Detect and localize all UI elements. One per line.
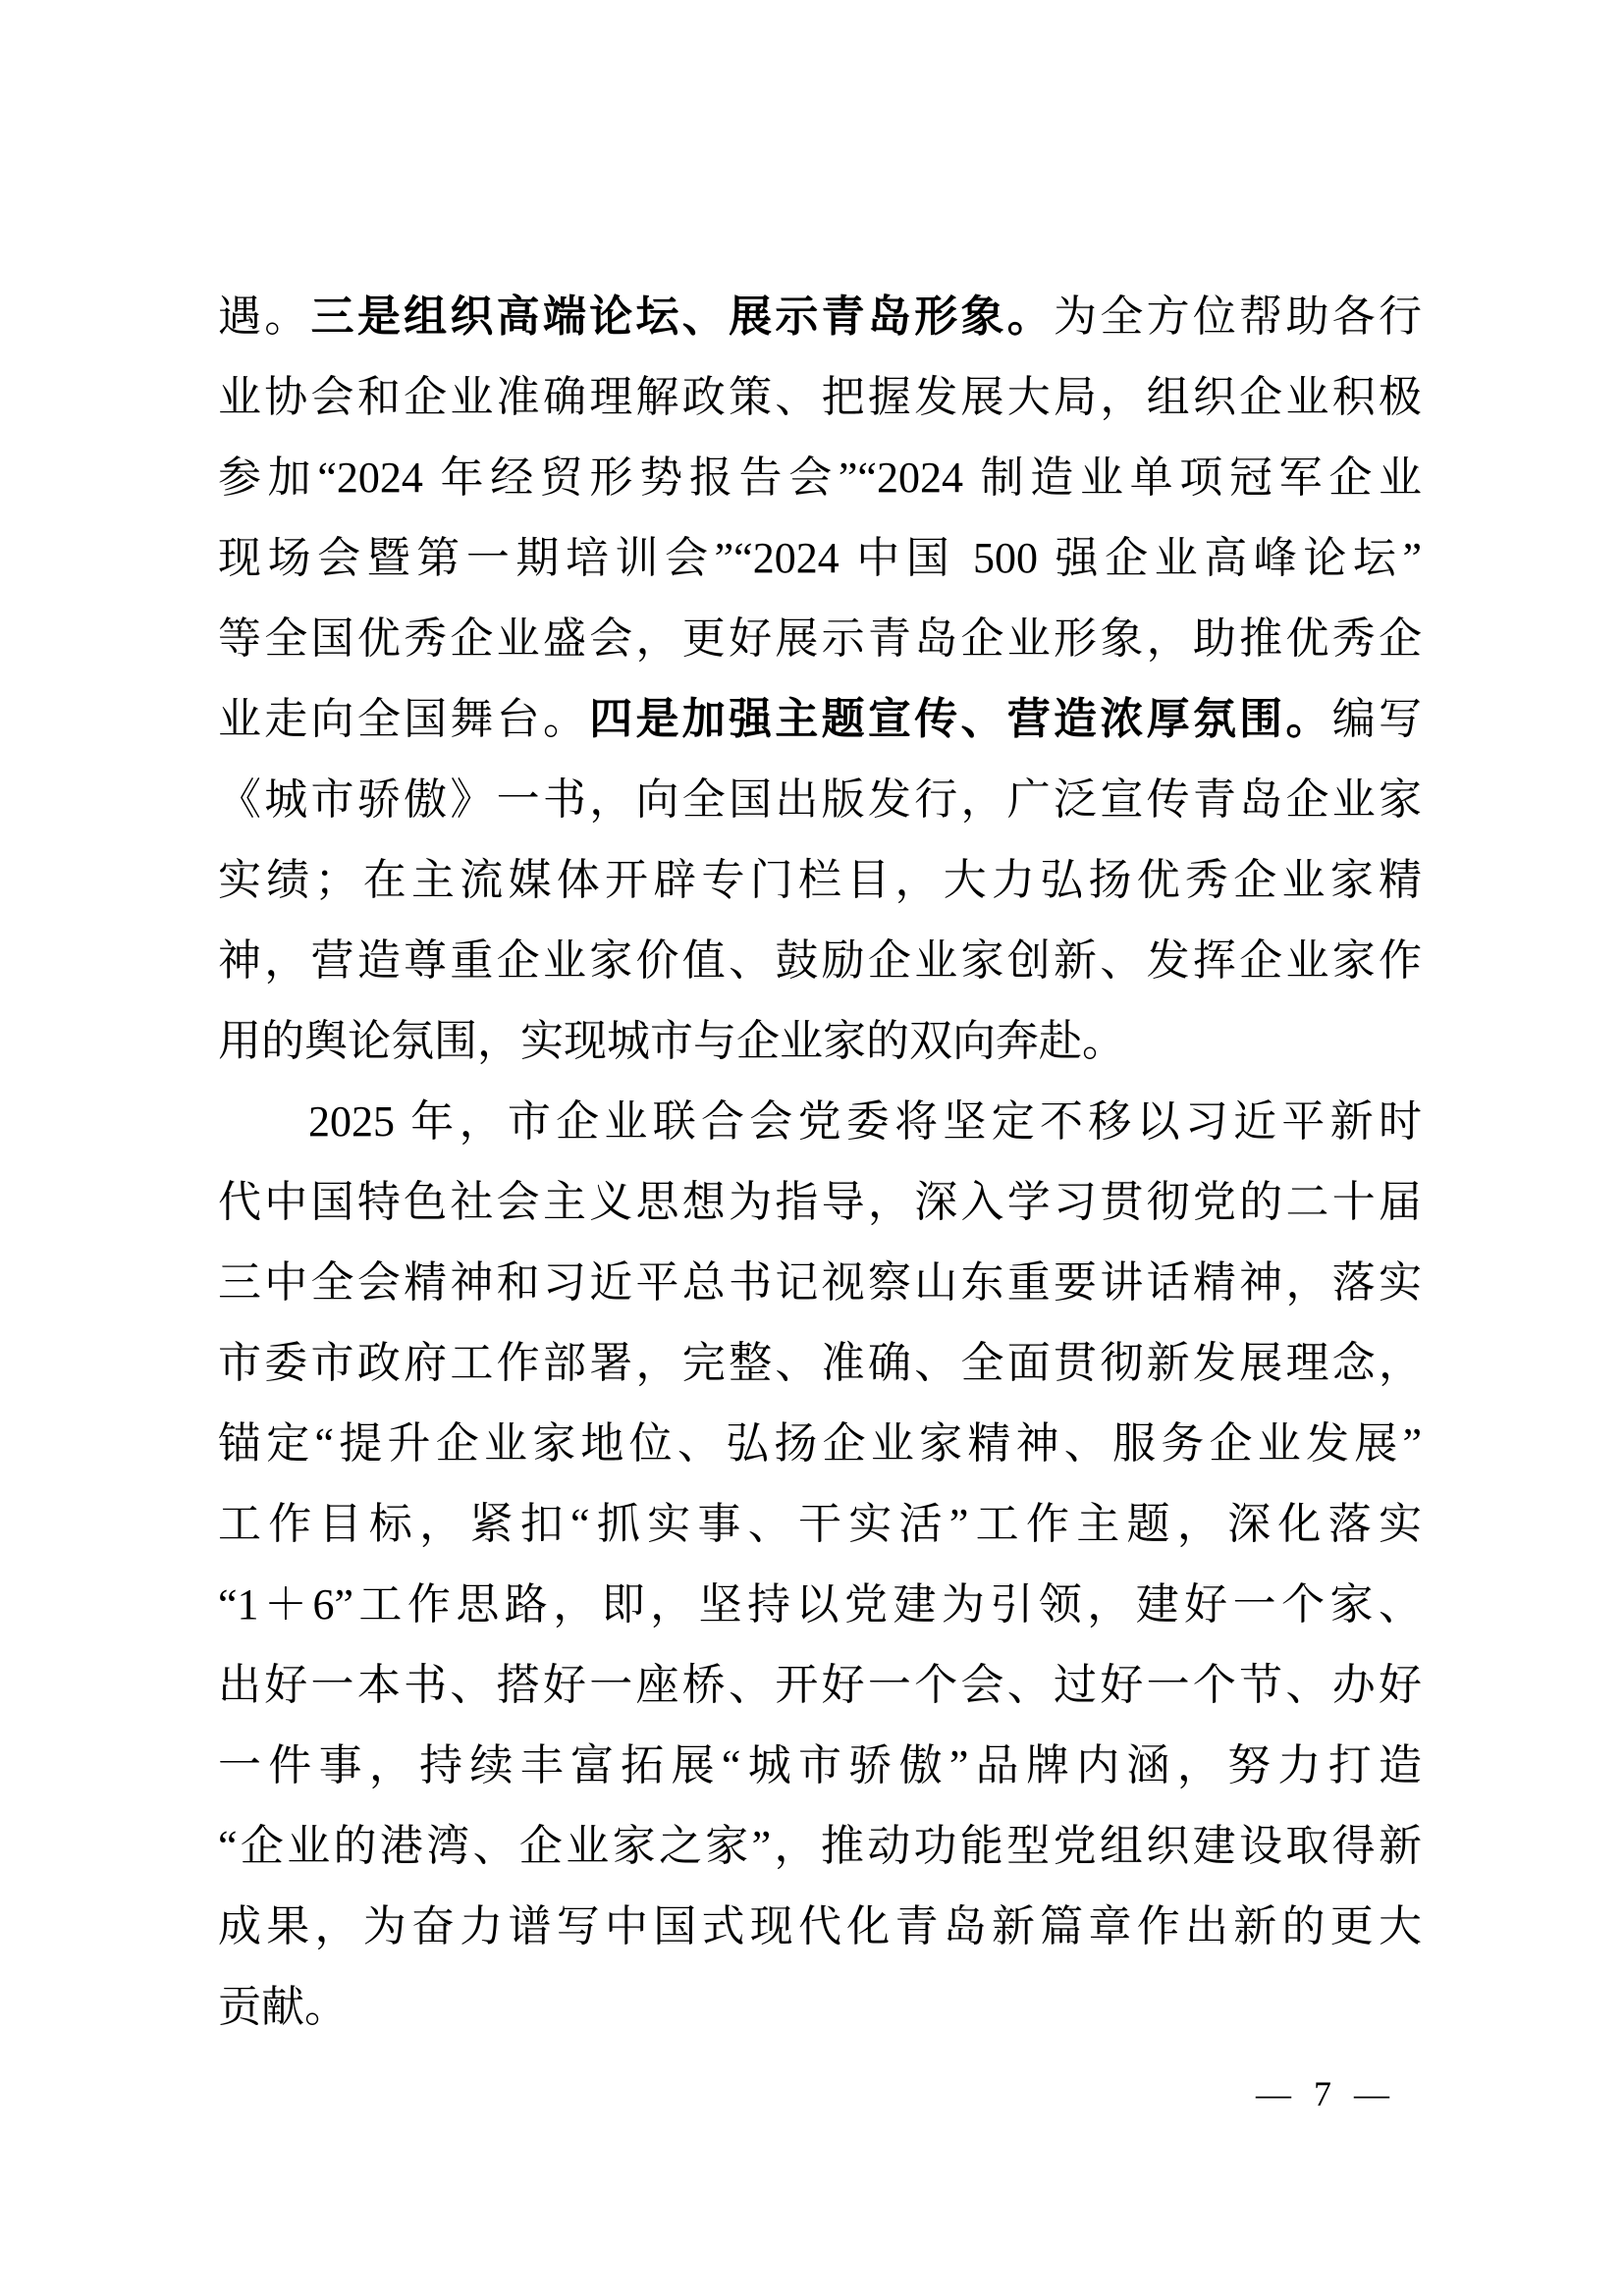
text-segment: 参加“2024 年经贸形势报告会”“2024 制造业单项冠军企业	[218, 454, 1422, 502]
text-segment: 代中国特色社会主义思想为指导，深入学习贯彻党的二十届	[218, 1178, 1422, 1226]
text-line	[218, 1484, 1422, 1565]
text-segment: 一件事，持续丰富拓展“城市骄傲”品牌内涵，努力打造	[218, 1741, 1422, 1789]
text-line	[218, 1806, 1422, 1887]
text-line	[218, 1001, 1422, 1082]
text-segment: 三中全会精神和习近平总书记视察山东重要讲话精神，落实	[218, 1258, 1422, 1307]
text-segment: 实绩；在主流媒体开辟专门栏目，大力弘扬优秀企业家精	[218, 856, 1422, 904]
text-line	[218, 1243, 1422, 1323]
text-segment: 成果，为奋力谱写中国式现代化青岛新篇章作出新的更大	[218, 1902, 1422, 1950]
text-segment: 神，营造尊重企业家价值、鼓励企业家创新、发挥企业家作	[218, 936, 1422, 985]
text-line	[218, 438, 1422, 518]
text-line	[218, 1887, 1422, 1967]
text-segment: “1＋6”工作思路，即，坚持以党建为引领，建好一个家、	[218, 1580, 1422, 1629]
text-line	[218, 840, 1422, 921]
text-segment: 2025 年，市企业联合会党委将坚定不移以习近平新时	[308, 1097, 1422, 1146]
text-line	[218, 1967, 1422, 2048]
text-line	[218, 1645, 1422, 1726]
text-segment: 现场会暨第一期培训会”“2024 中国 500 强企业高峰论坛”	[218, 534, 1422, 582]
text-segment: 等全国优秀企业盛会，更好展示青岛企业形象，助推优秀企	[218, 614, 1422, 663]
text-line	[218, 1323, 1422, 1404]
text-line	[218, 518, 1422, 599]
document-body	[218, 277, 1422, 2048]
text-segment: 出好一本书、搭好一座桥、开好一个会、过好一个节、办好	[218, 1661, 1422, 1709]
text-line	[218, 1404, 1422, 1484]
bold-text-segment: 四是加强主题宣传、营造浓厚氛围。	[589, 695, 1332, 743]
text-line	[218, 1565, 1422, 1645]
page-number: — 7 —	[1256, 2074, 1389, 2113]
text-segment: 业走向全国舞台。	[218, 695, 590, 743]
text-line	[218, 277, 1422, 357]
text-line	[218, 1726, 1422, 1806]
text-segment: 业协会和企业准确理解政策、把握发展大局，组织企业积极	[218, 373, 1422, 421]
text-segment: 工作目标，紧扣“抓实事、干实活”工作主题，深化落实	[218, 1500, 1422, 1548]
text-segment: 锚定“提升企业家地位、弘扬企业家精神、服务企业发展”	[218, 1419, 1422, 1468]
text-line	[218, 921, 1422, 1001]
bold-text-segment: 三是组织高端论坛、展示青岛形象。	[310, 293, 1055, 341]
text-line	[218, 760, 1422, 840]
text-line	[218, 357, 1422, 438]
text-line	[218, 679, 1422, 760]
text-segment: 用的舆论氛围，实现城市与企业家的双向奔赴。	[218, 1017, 1125, 1065]
text-line	[218, 1162, 1422, 1243]
text-segment: 遇。	[218, 293, 311, 341]
text-segment: 《城市骄傲》一书，向全国出版发行，广泛宣传青岛企业家	[218, 775, 1422, 824]
text-segment: 市委市政府工作部署，完整、准确、全面贯彻新发展理念，	[218, 1339, 1422, 1387]
text-line	[218, 599, 1422, 679]
text-segment: “企业的港湾、企业家之家”，推动功能型党组织建设取得新	[218, 1822, 1422, 1870]
text-line	[218, 1082, 1422, 1162]
text-segment: 编写	[1331, 695, 1423, 743]
text-segment: 贡献。	[218, 1983, 348, 2031]
text-segment: 为全方位帮助各行	[1054, 293, 1423, 341]
